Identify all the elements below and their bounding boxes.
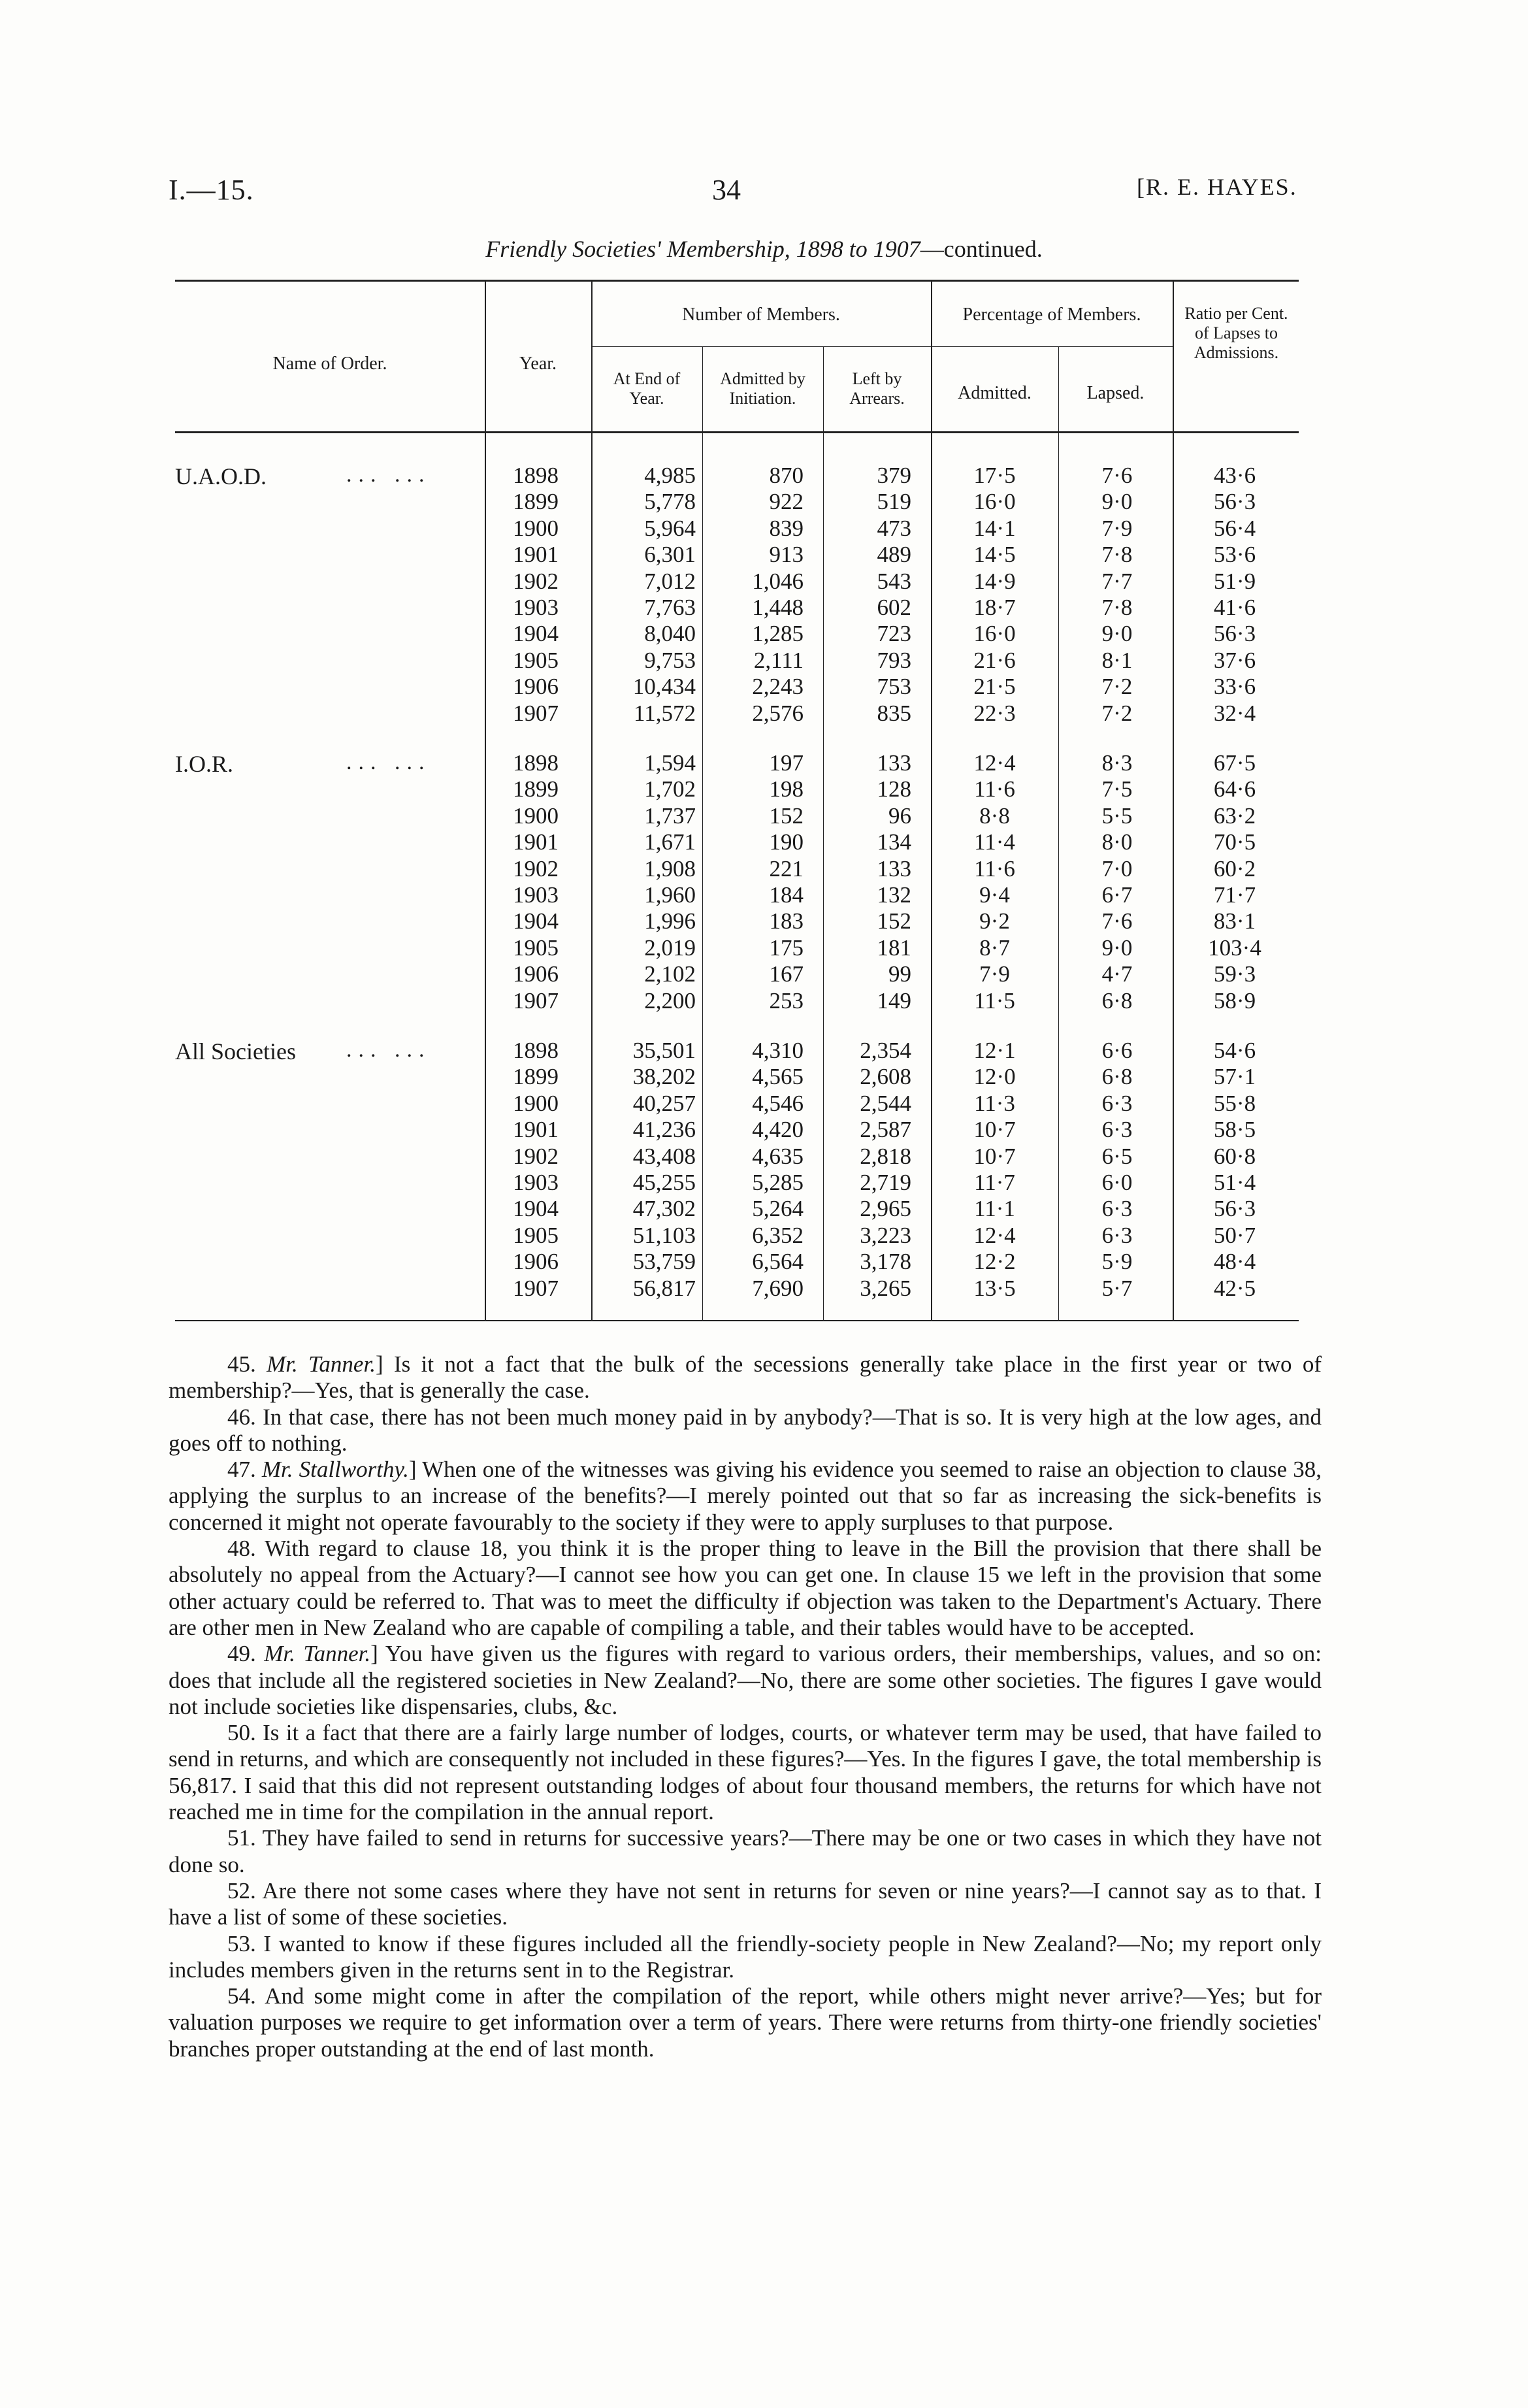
cell-pct-admitted: 10·7 (973, 1143, 1016, 1169)
cell-pct-lapsed: 6·3 (1101, 1090, 1133, 1116)
cell-left-by-arrears: 2,354 (860, 1038, 911, 1063)
cell-pct-lapsed: 8·3 (1101, 750, 1133, 776)
cell-left-by-arrears: 3,265 (860, 1275, 911, 1301)
cell-at-end: 1,908 (644, 855, 696, 882)
cell-year: 1898 (513, 463, 559, 488)
cell-at-end: 51,103 (632, 1222, 696, 1248)
cell-ratio: 59·3 (1213, 961, 1256, 987)
cell-year: 1902 (513, 568, 559, 594)
cell-ratio: 71·7 (1213, 882, 1256, 908)
cell-left-by-arrears: 2,544 (860, 1090, 911, 1116)
testimony-text (169, 1351, 1322, 2062)
cell-left-by-arrears: 128 (877, 776, 911, 802)
cell-pct-admitted: 12·4 (973, 1222, 1016, 1248)
paragraph-text: 53. I wanted to know if these figures included all the friendly-society people in New Zealand?—No; my report only includes members given in the returns sent in to the Registrar. (169, 1930, 1322, 1983)
paragraph-text: 50. Is it a fact that there are a fairly large number of lodges, courts, or whatever term may be used, that have failed to send in returns, and which are consequently not included in these figures?—Yes. In the figures I gave, the total membership is 56,817. I said that this did not represent outstanding lodges of about four thousand members, the returns for which have not reached me in time for the compilation in the annual report. (169, 1720, 1322, 1825)
paragraph-text: ] You have given us the figures with regard to various orders, their memberships, values, and so on: does that include all the registered societies in New Zealand?—No, there are some other societies. The figures I gave would not include societies like dispensaries, clubs, &c. (169, 1641, 1322, 1719)
cell-ratio: 60·8 (1213, 1143, 1256, 1169)
table-row (0, 463, 1528, 489)
question-number: 45. (227, 1351, 267, 1377)
cell-left-by-arrears: 2,587 (860, 1117, 911, 1143)
cell-ratio: 51·9 (1213, 568, 1256, 594)
header-pct-lapsed: Lapsed. (1086, 383, 1145, 403)
cell-admitted: 4,310 (752, 1038, 804, 1063)
cell-admitted: 175 (769, 934, 804, 961)
cell-ratio: 70·5 (1213, 829, 1256, 855)
cell-at-end: 2,019 (644, 934, 696, 961)
cell-pct-admitted: 12·4 (973, 750, 1016, 776)
cell-year: 1899 (513, 489, 559, 515)
testimony-paragraph (169, 1720, 1322, 1825)
cell-at-end: 41,236 (632, 1117, 696, 1143)
cell-year: 1904 (513, 908, 559, 934)
cell-at-end: 6,301 (644, 542, 696, 568)
cell-ratio: 33·6 (1213, 674, 1256, 700)
table-row (0, 1117, 1528, 1143)
table-row (0, 908, 1528, 934)
header-bottom-rule (175, 431, 1299, 433)
table-row (0, 542, 1528, 568)
cell-year: 1900 (513, 515, 559, 541)
paragraph-text: ] When one of the witnesses was giving his evidence you seemed to raise an objection to clause 38, applying the surplus to an increase of the benefits?—I merely pointed out that so far as increasing the sick-benefits is concerned it might not operate favourably to the society if they were to apply surpluses to that purpose. (169, 1457, 1322, 1535)
cell-pct-lapsed: 5·9 (1101, 1249, 1133, 1275)
cell-pct-lapsed: 7·9 (1101, 515, 1133, 541)
cell-pct-lapsed: 7·7 (1101, 568, 1133, 594)
cell-pct-lapsed: 9·0 (1101, 489, 1133, 515)
table-row (0, 988, 1528, 1014)
cell-pct-lapsed: 6·0 (1101, 1170, 1133, 1195)
speaker-name: Mr. Stallworthy. (261, 1457, 409, 1483)
cell-year: 1899 (513, 776, 559, 802)
header-ratio: Ratio per Cent. of Lapses to Admissions. (1184, 304, 1288, 362)
table-row (0, 595, 1528, 621)
cell-year: 1907 (513, 700, 559, 726)
cell-year: 1906 (513, 1249, 559, 1275)
cell-admitted: 839 (769, 515, 804, 541)
cell-left-by-arrears: 835 (877, 700, 911, 726)
cell-pct-lapsed: 7·6 (1101, 908, 1133, 934)
header-left-by-arrears: Left by Arrears. (849, 369, 905, 408)
cell-ratio: 56·3 (1213, 489, 1256, 515)
cell-at-end: 35,501 (632, 1038, 696, 1063)
cell-year: 1905 (513, 934, 559, 961)
cell-ratio: 64·6 (1213, 776, 1256, 802)
table-row (0, 750, 1528, 776)
table-row (0, 1276, 1528, 1302)
cell-year: 1906 (513, 961, 559, 987)
cell-pct-lapsed: 6·3 (1101, 1222, 1133, 1248)
table-row (0, 1144, 1528, 1170)
cell-left-by-arrears: 2,965 (860, 1196, 911, 1222)
cell-pct-lapsed: 9·0 (1101, 621, 1133, 647)
cell-year: 1901 (513, 1117, 559, 1143)
cell-admitted: 4,635 (752, 1143, 804, 1169)
table-row (0, 1064, 1528, 1090)
cell-admitted: 1,448 (752, 595, 804, 620)
cell-admitted: 4,420 (752, 1117, 804, 1143)
cell-ratio: 103·4 (1208, 934, 1261, 961)
cell-left-by-arrears: 473 (877, 515, 911, 541)
cell-pct-admitted: 16·0 (973, 621, 1016, 647)
cell-at-end: 5,778 (644, 489, 696, 515)
table-row (0, 803, 1528, 829)
members-subheader-rule (591, 346, 931, 347)
cell-left-by-arrears: 99 (888, 961, 911, 987)
cell-admitted: 197 (769, 750, 804, 776)
cell-pct-lapsed: 7·8 (1101, 595, 1133, 620)
cell-at-end: 11,572 (634, 700, 696, 726)
cell-admitted: 184 (769, 882, 804, 908)
page-number: 34 (712, 174, 741, 206)
table-row (0, 1223, 1528, 1249)
cell-left-by-arrears: 793 (877, 647, 911, 673)
cell-ratio: 50·7 (1213, 1222, 1256, 1248)
table-caption-suffix: —continued. (920, 236, 1043, 262)
cell-pct-lapsed: 6·8 (1101, 1064, 1133, 1090)
cell-ratio: 63·2 (1213, 802, 1256, 829)
cell-left-by-arrears: 2,608 (860, 1064, 911, 1090)
cell-pct-admitted: 11·5 (974, 987, 1015, 1014)
cell-at-end: 53,759 (632, 1249, 696, 1275)
paragraph-text: ] Is it not a fact that the bulk of the secessions generally take place in the first year or two of membership?—Yes, that is generally the case. (169, 1351, 1322, 1404)
header-year: Year. (519, 354, 557, 374)
cell-left-by-arrears: 753 (877, 674, 911, 700)
cell-left-by-arrears: 152 (877, 908, 911, 934)
cell-year: 1903 (513, 882, 559, 908)
cell-year: 1901 (513, 829, 559, 855)
cell-ratio: 56·4 (1213, 515, 1256, 541)
cell-left-by-arrears: 543 (877, 568, 911, 594)
cell-pct-admitted: 18·7 (973, 595, 1016, 620)
cell-pct-admitted: 16·0 (973, 489, 1016, 515)
cell-year: 1904 (513, 621, 559, 647)
cell-pct-lapsed: 6·7 (1101, 882, 1133, 908)
paragraph-text: 46. In that case, there has not been much money paid in by anybody?—That is so. It is very high at the low ages, and goes off to nothing. (169, 1404, 1322, 1456)
table-row (0, 882, 1528, 908)
testimony-paragraph (169, 1536, 1322, 1641)
cell-at-end: 10,434 (632, 674, 696, 700)
cell-pct-admitted: 21·5 (973, 674, 1016, 700)
cell-left-by-arrears: 132 (877, 882, 911, 908)
cell-at-end: 2,102 (644, 961, 696, 987)
cell-left-by-arrears: 519 (877, 489, 911, 515)
cell-pct-admitted: 13·5 (973, 1275, 1016, 1301)
group-name: U.A.O.D. (175, 463, 267, 489)
cell-admitted: 253 (769, 987, 804, 1014)
cell-year: 1903 (513, 1170, 559, 1195)
cell-pct-lapsed: 4·7 (1101, 961, 1133, 987)
cell-at-end: 1,960 (644, 882, 696, 908)
cell-left-by-arrears: 3,223 (860, 1222, 911, 1248)
cell-admitted: 7,690 (752, 1275, 804, 1301)
cell-pct-admitted: 22·3 (973, 700, 1016, 726)
paragraph-text: 51. They have failed to send in returns for successive years?—There may be one or two cases in which they have not done so. (169, 1825, 1322, 1877)
cell-at-end: 43,408 (632, 1143, 696, 1169)
cell-left-by-arrears: 379 (877, 463, 911, 488)
cell-pct-lapsed: 8·0 (1101, 829, 1133, 855)
cell-admitted: 183 (769, 908, 804, 934)
table-caption-title: Friendly Societies' Membership, 1898 to 1907 (485, 236, 920, 262)
cell-admitted: 198 (769, 776, 804, 802)
cell-ratio: 53·6 (1213, 542, 1256, 568)
cell-pct-admitted: 11·3 (974, 1090, 1015, 1116)
document-reference: I.—15. (169, 174, 254, 206)
percentage-subheader-rule (931, 346, 1173, 347)
header-pct-admitted: Admitted. (958, 383, 1032, 403)
header-name-of-order: Name of Order. (272, 354, 387, 374)
paragraph-text: 54. And some might come in after the compilation of the report, while others might never arrive?—Yes; but for valuation purposes we require to get information over a term of years. There were returns from thirty-one friendly societies' branches proper outstanding at the end of last month. (169, 1983, 1322, 2062)
header-at-end-of-year: At End of Year. (613, 369, 681, 408)
cell-pct-admitted: 11·7 (974, 1170, 1015, 1195)
cell-ratio: 48·4 (1213, 1249, 1256, 1275)
cell-pct-lapsed: 5·7 (1101, 1275, 1133, 1301)
header-number-of-members: Number of Members. (682, 305, 840, 325)
table-row (0, 1091, 1528, 1117)
cell-year: 1898 (513, 1038, 559, 1063)
cell-ratio: 57·1 (1213, 1064, 1256, 1090)
testimony-paragraph (169, 1457, 1322, 1536)
cell-year: 1899 (513, 1064, 559, 1090)
cell-admitted: 4,565 (752, 1064, 804, 1090)
table-caption (0, 235, 1528, 263)
cell-admitted: 4,546 (752, 1090, 804, 1116)
cell-pct-lapsed: 6·3 (1101, 1196, 1133, 1222)
cell-pct-lapsed: 6·6 (1101, 1038, 1133, 1063)
group-leader-dots: ... ... (346, 463, 431, 487)
cell-left-by-arrears: 2,818 (860, 1143, 911, 1169)
cell-left-by-arrears: 134 (877, 829, 911, 855)
cell-admitted: 1,285 (752, 621, 804, 647)
cell-pct-lapsed: 9·0 (1101, 934, 1133, 961)
cell-year: 1900 (513, 1090, 559, 1116)
cell-ratio: 54·6 (1213, 1038, 1256, 1063)
cell-left-by-arrears: 149 (877, 987, 911, 1014)
question-number: 47. (227, 1457, 262, 1483)
cell-pct-lapsed: 5·5 (1101, 802, 1133, 829)
cell-pct-lapsed: 6·3 (1101, 1117, 1133, 1143)
cell-pct-admitted: 14·1 (973, 515, 1016, 541)
header-percentage-of-members: Percentage of Members. (962, 305, 1141, 325)
cell-pct-lapsed: 6·8 (1101, 987, 1133, 1014)
cell-admitted: 922 (769, 489, 804, 515)
paragraph-text: 48. With regard to clause 18, you think it is the proper thing to leave in the Bill the provision that there shall be absolutely no appeal from the Actuary?—I cannot see how you can get one. In clause 15 we left in the provision that some other actuary could be referred to. That was to meet the difficulty if objection was taken to the Department's Actuary. There are other men in New Zealand who are capable of compiling a table, and their tables would have to be accepted. (169, 1536, 1322, 1640)
cell-admitted: 2,576 (752, 700, 804, 726)
table-row (0, 961, 1528, 987)
cell-ratio: 43·6 (1213, 463, 1256, 488)
cell-year: 1898 (513, 750, 559, 776)
cell-pct-admitted: 8·8 (979, 802, 1010, 829)
cell-at-end: 8,040 (644, 621, 696, 647)
group-leader-dots: ... ... (346, 1038, 431, 1062)
cell-pct-admitted: 17·5 (973, 463, 1016, 488)
cell-at-end: 1,996 (644, 908, 696, 934)
cell-pct-admitted: 8·7 (979, 934, 1010, 961)
cell-year: 1901 (513, 542, 559, 568)
cell-pct-admitted: 11·6 (974, 855, 1015, 882)
cell-ratio: 41·6 (1213, 595, 1256, 620)
cell-left-by-arrears: 133 (877, 750, 911, 776)
cell-ratio: 58·9 (1213, 987, 1256, 1014)
group-leader-dots: ... ... (346, 750, 431, 774)
cell-admitted: 1,046 (752, 568, 804, 594)
testimony-paragraph (169, 1641, 1322, 1720)
cell-at-end: 45,255 (632, 1170, 696, 1195)
table-row (0, 1038, 1528, 1064)
table-row (0, 701, 1528, 727)
table-row (0, 489, 1528, 515)
cell-year: 1904 (513, 1196, 559, 1222)
cell-admitted: 152 (769, 802, 804, 829)
cell-left-by-arrears: 2,719 (860, 1170, 911, 1195)
cell-admitted: 2,243 (752, 674, 804, 700)
paragraph-text: 52. Are there not some cases where they have not sent in returns for seven or nine years?—I cannot say as to that. I have a list of some of these societies. (169, 1877, 1322, 1930)
cell-pct-admitted: 14·9 (973, 568, 1016, 594)
table-row (0, 1196, 1528, 1222)
cell-admitted: 5,285 (752, 1170, 804, 1195)
cell-at-end: 1,702 (644, 776, 696, 802)
cell-at-end: 1,594 (644, 750, 696, 776)
testimony-paragraph (169, 1983, 1322, 2062)
cell-at-end: 4,985 (644, 463, 696, 488)
cell-admitted: 870 (769, 463, 804, 488)
cell-pct-admitted: 11·4 (974, 829, 1015, 855)
table-row (0, 621, 1528, 647)
cell-pct-admitted: 12·0 (973, 1064, 1016, 1090)
witness-name: [R. E. HAYES. (1137, 174, 1297, 200)
cell-at-end: 38,202 (632, 1064, 696, 1090)
cell-at-end: 1,737 (644, 802, 696, 829)
cell-admitted: 221 (769, 855, 804, 882)
cell-year: 1902 (513, 855, 559, 882)
testimony-paragraph (169, 1931, 1322, 1984)
table-row (0, 569, 1528, 595)
cell-at-end: 40,257 (632, 1090, 696, 1116)
cell-left-by-arrears: 133 (877, 855, 911, 882)
header-admitted-by-initiation: Admitted by Initiation. (720, 369, 805, 408)
testimony-paragraph (169, 1404, 1322, 1457)
cell-ratio: 83·1 (1213, 908, 1256, 934)
cell-pct-admitted: 10·7 (973, 1117, 1016, 1143)
cell-at-end: 47,302 (632, 1196, 696, 1222)
cell-ratio: 51·4 (1213, 1170, 1256, 1195)
cell-admitted: 6,564 (752, 1249, 804, 1275)
table-row (0, 829, 1528, 855)
table-row (0, 1170, 1528, 1196)
cell-admitted: 190 (769, 829, 804, 855)
table-bottom-rule (175, 1320, 1299, 1321)
table-row (0, 648, 1528, 674)
cell-ratio: 58·5 (1213, 1117, 1256, 1143)
cell-pct-lapsed: 7·2 (1101, 700, 1133, 726)
cell-admitted: 2,111 (753, 647, 804, 673)
cell-pct-admitted: 12·1 (973, 1038, 1016, 1063)
cell-year: 1907 (513, 987, 559, 1014)
cell-left-by-arrears: 181 (877, 934, 911, 961)
speaker-name: Mr. Tanner. (267, 1351, 376, 1377)
cell-year: 1900 (513, 802, 559, 829)
cell-pct-lapsed: 7·6 (1101, 463, 1133, 488)
cell-pct-lapsed: 7·2 (1101, 674, 1133, 700)
cell-admitted: 5,264 (752, 1196, 804, 1222)
speaker-name: Mr. Tanner. (264, 1641, 371, 1667)
cell-pct-lapsed: 6·5 (1101, 1143, 1133, 1169)
cell-admitted: 6,352 (752, 1222, 804, 1248)
cell-pct-admitted: 14·5 (973, 542, 1016, 568)
cell-left-by-arrears: 489 (877, 542, 911, 568)
testimony-paragraph (169, 1351, 1322, 1404)
cell-pct-admitted: 9·2 (979, 908, 1010, 934)
cell-year: 1905 (513, 647, 559, 673)
cell-at-end: 2,200 (644, 987, 696, 1014)
cell-pct-admitted: 11·6 (974, 776, 1015, 802)
cell-ratio: 67·5 (1213, 750, 1256, 776)
cell-ratio: 56·3 (1213, 1196, 1256, 1222)
cell-pct-admitted: 21·6 (973, 647, 1016, 673)
testimony-paragraph (169, 1825, 1322, 1878)
cell-at-end: 56,817 (632, 1275, 696, 1301)
cell-ratio: 37·6 (1213, 647, 1256, 673)
table-top-rule (175, 280, 1299, 282)
cell-year: 1903 (513, 595, 559, 620)
cell-admitted: 167 (769, 961, 804, 987)
cell-at-end: 1,671 (644, 829, 696, 855)
cell-year: 1906 (513, 674, 559, 700)
table-row (0, 776, 1528, 802)
table-row (0, 1249, 1528, 1275)
cell-admitted: 913 (769, 542, 804, 568)
testimony-paragraph (169, 1878, 1322, 1931)
cell-year: 1907 (513, 1275, 559, 1301)
table-row (0, 856, 1528, 882)
cell-ratio: 32·4 (1213, 700, 1256, 726)
cell-pct-lapsed: 7·5 (1101, 776, 1133, 802)
cell-at-end: 9,753 (644, 647, 696, 673)
cell-ratio: 56·3 (1213, 621, 1256, 647)
cell-at-end: 5,964 (644, 515, 696, 541)
cell-ratio: 60·2 (1213, 855, 1256, 882)
cell-pct-admitted: 7·9 (979, 961, 1010, 987)
question-number: 49. (227, 1641, 265, 1667)
cell-pct-admitted: 12·2 (973, 1249, 1016, 1275)
cell-ratio: 55·8 (1213, 1090, 1256, 1116)
cell-year: 1905 (513, 1222, 559, 1248)
group-name: I.O.R. (175, 751, 233, 777)
cell-ratio: 42·5 (1213, 1275, 1256, 1301)
cell-pct-lapsed: 8·1 (1101, 647, 1133, 673)
table-row (0, 935, 1528, 961)
cell-left-by-arrears: 96 (888, 802, 911, 829)
cell-left-by-arrears: 3,178 (860, 1249, 911, 1275)
cell-pct-admitted: 11·1 (974, 1196, 1015, 1222)
cell-at-end: 7,012 (644, 568, 696, 594)
cell-pct-lapsed: 7·0 (1101, 855, 1133, 882)
group-name: All Societies (175, 1038, 296, 1064)
cell-left-by-arrears: 602 (877, 595, 911, 620)
cell-pct-lapsed: 7·8 (1101, 542, 1133, 568)
table-row (0, 516, 1528, 542)
table-row (0, 674, 1528, 700)
cell-left-by-arrears: 723 (877, 621, 911, 647)
cell-at-end: 7,763 (644, 595, 696, 620)
cell-pct-admitted: 9·4 (979, 882, 1010, 908)
cell-year: 1902 (513, 1143, 559, 1169)
